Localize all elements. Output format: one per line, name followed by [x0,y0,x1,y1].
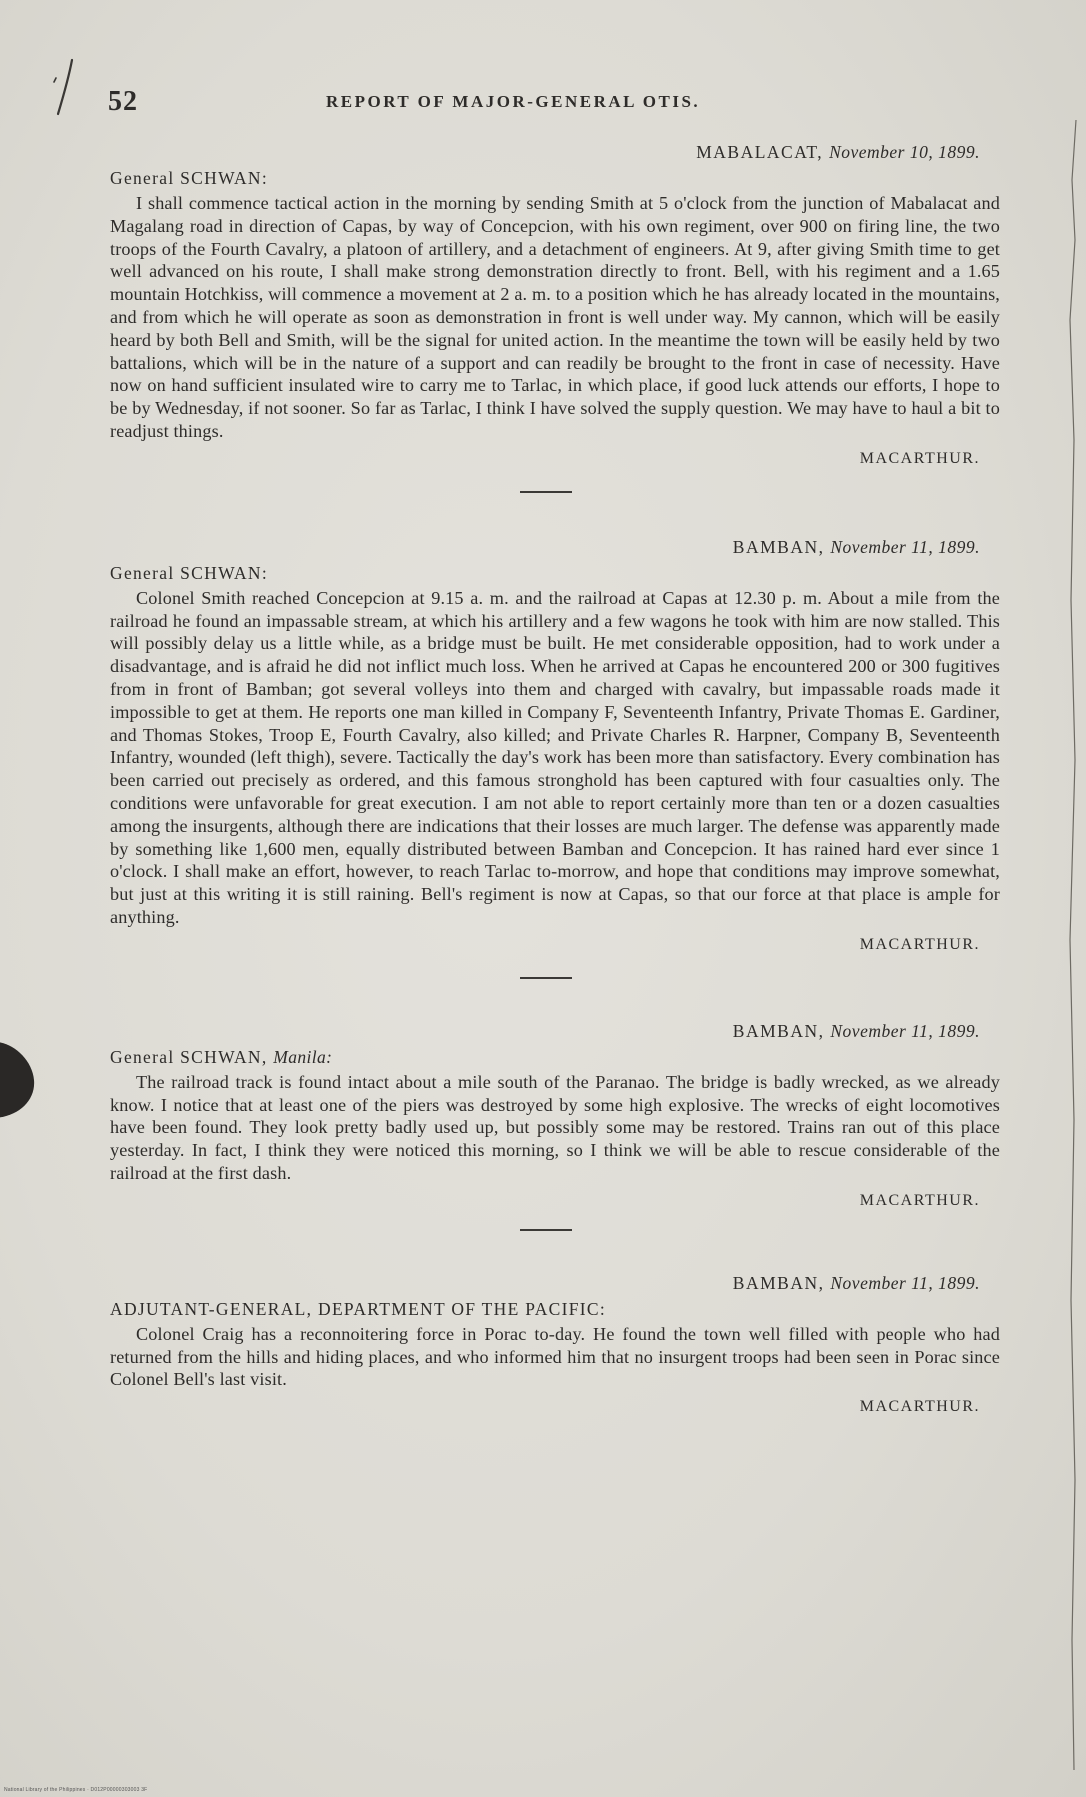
dateline-date: November 11, 1899. [830,536,980,557]
report-body [110,140,1000,1421]
salutation [110,166,1000,190]
page-edge-shadow [1066,120,1078,1770]
salutation-addressee: General SCHWAN, [110,1046,268,1067]
salutation [110,561,1000,585]
dateline-place: BAMBAN, [732,1020,825,1041]
dateline [110,140,1000,164]
dateline-date: November 11, 1899. [830,1020,980,1041]
dispatch-1 [110,140,1000,473]
signature: MACARTHUR. [859,449,980,467]
salutation-location: Manila: [273,1046,333,1067]
dispatch-2 [110,535,1000,959]
section-divider [520,1229,572,1231]
page-number: 52 [108,86,138,117]
dateline [110,535,1000,559]
signature: MACARTHUR. [859,935,980,953]
dateline [110,1271,1000,1295]
dispatch-text: Colonel Smith reached Concepcion at 9.15 a. m. and the railroad at Capas at 12.30 p. m. About a mile from the railroad he found an impassable stream, at which his artillery and a few wagons he took with him are now stalled. This will possibly delay us a little while, as a bridge must be built. He met considerable opposition, had to work under a disadvantage, and is afraid he did not inflict much loss. When he arrived at Capas he encountered 200 or 300 fugitives from in front of Bamban; got several volleys into them and charged with cavalry, but impassable roads made it impossible to get at them. He reports one man killed in Company F, Seventeenth Infantry, Private Thomas E. Gardiner, and Thomas Stokes, Troop E, Fourth Cavalry, also killed; and Private Charles R. Harpner, Company B, Seventeenth Infantry, wounded (left thigh), severe. Tactically the day's work has been more than satisfactory. Every combination has been carried out precisely as ordered, and this famous stronghold has been captured with four casualties only. The conditions were unfavorable for great execution. I am not able to report certainly more than ten or a dozen casualties among the insurgents, although there are indications that their losses are much larger. The defense was apparently made by something like 1,600 men, equally distributed between Bamban and Concepcion. It has rained hard ever since 1 o'clock. I shall make an effort, however, to reach Tarlac to-morrow, and hope that conditions may improve somewhat, but just at this writing it is still raining. Bell's regiment is now at Capas, so that our force at that place is ample for anything. [110,587,1000,927]
dateline-date: November 10, 1899. [829,142,980,162]
dateline-place: BAMBAN, [732,1272,825,1293]
signature: MACARTHUR. [859,1398,980,1416]
dateline-date: November 11, 1899. [830,1272,980,1293]
section-divider [520,977,572,979]
signature: MACARTHUR. [859,1191,980,1209]
dispatch-text: Colonel Craig has a reconnoitering force in Porac to-day. He found the town well filled with people who had returned from the hills and hiding places, and who informed him that no insurgent troops had been seen in Porac since Colonel Bell's last visit. [110,1323,1000,1390]
salutation-addressee: ADJUTANT-GENERAL, DEPARTMENT OF THE PACIFIC: [110,1298,607,1319]
running-title: REPORT OF MAJOR-GENERAL OTIS. [326,92,701,111]
salutation-addressee: General SCHWAN: [110,168,269,188]
dateline [110,1019,1000,1043]
page-header [108,86,988,118]
dispatch-3 [110,1019,1000,1215]
pencil-margin-mark [52,58,76,118]
binding-shadow [0,1038,38,1122]
section-divider [520,491,572,493]
salutation-addressee: General SCHWAN: [110,562,269,583]
dispatch-4 [110,1271,1000,1421]
dispatch-text: I shall commence tactical action in the morning by sending Smith at 5 o'clock from the junction of Mabalacat and Magalang road in direction of Capas, by way of Concepcion, with his own regiment, over 900 on firing line, the two troops of the Fourth Cavalry, a platoon of artillery, and a detachment of engineers. At 9, after giving Smith time to get well advanced on his route, I shall make strong demonstration directly to front. Bell, with his regiment and a 1.65 mountain Hotchkiss, will commence a movement at 2 a. m. to a position which he has already located in the mountains, and from which he will operate as soon as demonstration in front is well under way. My cannon, which will be easily heard by both Bell and Smith, will be the signal for united action. In the meantime the town will be easily held by two battalions, which will be in the nature of a support and can readily be brought to the front in case of necessity. Have now on hand sufficient insulated wire to carry me to Tarlac, in which place, if good luck attends our efforts, I hope to be by Wednesday, if not sooner. So far as Tarlac, I think I have solved the supply question. We may have to haul a bit to readjust things. [110,193,1000,441]
dateline-place: BAMBAN, [732,536,825,557]
salutation [110,1297,1000,1321]
salutation [110,1045,1000,1069]
dispatch-text: The railroad track is found intact about a mile south of the Paranao. The bridge is badly wrecked, as we already know. I notice that at least one of the piers was destroyed by some high explosive. The wrecks of eight locomotives have been found. They look pretty badly used up, but possibly some may be restored. Trains ran out of this place yesterday. In fact, I think they were noticed this morning, so I think we will be able to rescue considerable of the railroad at the first dash. [110,1071,1000,1183]
dateline-place: MABALACAT, [696,142,824,162]
footer-note: National Library of the Philippines · D012P00000303003 3F [4,1787,148,1793]
